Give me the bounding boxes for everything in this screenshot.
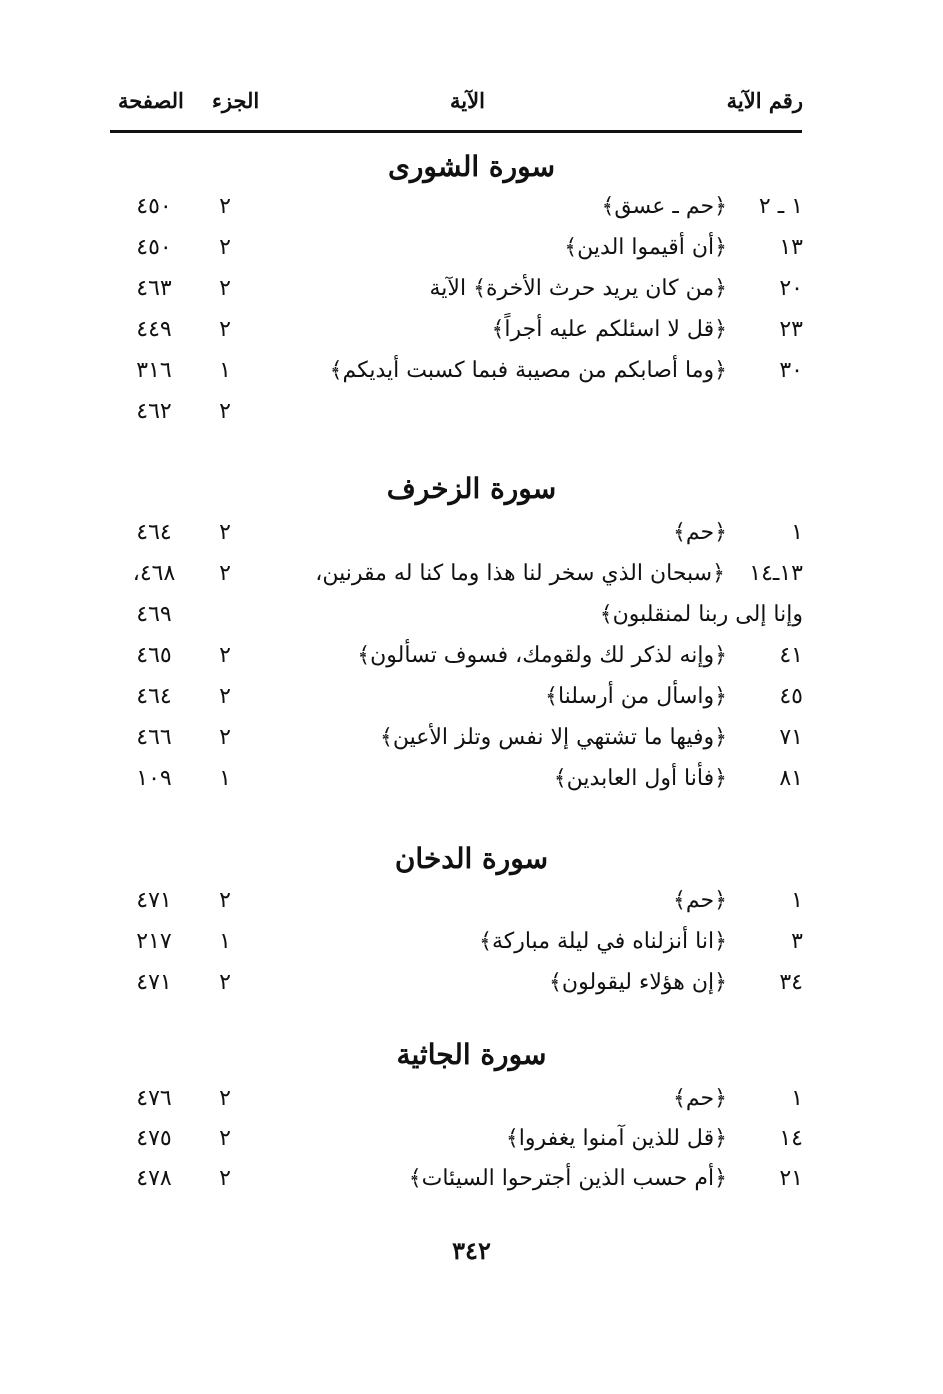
- page-number: ١٠٩: [136, 766, 172, 791]
- ayah-number: ٢٣: [779, 317, 803, 342]
- juz-number: ٢: [219, 1086, 231, 1111]
- juz-number: ٢: [219, 1126, 231, 1151]
- juz-number: ٢: [219, 1166, 231, 1191]
- ayah-text: ﴿أم حسب الذين أجترحوا السيئات﴾: [408, 1166, 727, 1191]
- page-number: ٤٧٨: [136, 1166, 172, 1191]
- page-number: ٤٦٤: [136, 684, 172, 709]
- juz-number: ١: [219, 358, 231, 383]
- table-row: [0, 1126, 943, 1164]
- ayah-text: ﴿واسأل من أرسلنا﴾: [545, 684, 727, 709]
- table-row: [0, 235, 943, 273]
- page-number: ٤٧١: [136, 970, 172, 995]
- juz-number: ١: [219, 766, 231, 791]
- page-number: ٤٦٥: [136, 643, 172, 668]
- juz-number: ٢: [219, 970, 231, 995]
- page-number: ٣١٦: [136, 358, 172, 383]
- table-row: [0, 684, 943, 722]
- ayah-text: ﴿حم﴾: [672, 520, 727, 545]
- page-number: ٤٥٠: [136, 235, 172, 260]
- header-ayah: الآية: [450, 88, 485, 113]
- juz-number: ٢: [219, 684, 231, 709]
- page-number: ٤٧٦: [136, 1086, 172, 1111]
- table-row: [0, 276, 943, 314]
- surah-title: سورة الشورى: [387, 150, 556, 183]
- ayah-number: ٨١: [779, 766, 803, 791]
- table-row: [0, 194, 943, 232]
- page-footer-number: ٣٤٢: [452, 1236, 491, 1265]
- ayah-number: ١ ـ ٢: [758, 194, 803, 219]
- ayah-text: ﴿وإنه لذكر لك ولقومك، فسوف تسألون﴾: [357, 643, 727, 668]
- ayah-text: ﴿وما أصابكم من مصيبة فبما كسبت أيديكم﴾: [329, 358, 727, 383]
- ayah-number: ١: [791, 520, 803, 545]
- juz-number: ٢: [219, 520, 231, 545]
- surah-title: سورة الدخان: [394, 842, 549, 875]
- juz-number: ١: [219, 929, 231, 954]
- header-juz: الجزء: [212, 88, 260, 113]
- surah-title: سورة الجاثية: [396, 1038, 547, 1071]
- juz-number: ٢: [219, 888, 231, 913]
- juz-number: ٢: [219, 276, 231, 301]
- table-row: [0, 520, 943, 558]
- ayah-text: ﴿وفيها ما تشتهي إلا نفس وتلز الأعين﴾: [379, 725, 727, 750]
- page-number: ٤٦٤: [136, 520, 172, 545]
- table-row: [0, 1086, 943, 1124]
- page-number: ٤٧٥: [136, 1126, 172, 1151]
- ayah-text: ﴿سبحان الذي سخر لنا هذا وما كنا له مقرنين،: [315, 561, 725, 586]
- juz-number: ٢: [219, 725, 231, 750]
- table-row: [0, 358, 943, 396]
- ayah-number: ١: [791, 1086, 803, 1111]
- header-rule: [110, 130, 802, 133]
- juz-number: ٢: [219, 235, 231, 260]
- table-row: [0, 561, 943, 599]
- ayah-text: ﴿حم ـ عسق﴾: [601, 194, 727, 219]
- page-number: ٢١٧: [136, 929, 172, 954]
- ayah-number: ٣: [791, 929, 803, 954]
- header-page: الصفحة: [118, 88, 184, 113]
- ayah-number: ٢١: [779, 1166, 803, 1191]
- ayah-number: ٧١: [779, 725, 803, 750]
- ayah-text: ﴿أن أقيموا الدين﴾: [564, 235, 727, 260]
- ayah-text: ﴿انا أنزلناه في ليلة مباركة﴾: [479, 929, 727, 954]
- table-row: [0, 643, 943, 681]
- page-number: ٤٦٣: [136, 276, 172, 301]
- juz-number: ٢: [219, 317, 231, 342]
- surah-title: سورة الزخرف: [386, 472, 557, 505]
- page-number: ٤٧١: [136, 888, 172, 913]
- ayah-text: ﴿قل لا اسئلكم عليه أجراً﴾: [491, 317, 727, 342]
- ayah-text: ﴿حم﴾: [672, 1086, 727, 1111]
- table-row: [0, 929, 943, 967]
- page-number: ٤٥٠: [136, 194, 172, 219]
- ayah-text: ﴿فأنا أول العابدين﴾: [553, 766, 727, 791]
- page-number: ٤٦٦: [136, 725, 172, 750]
- ayah-text: ﴿من كان يريد حرث الأخرة﴾ الآية: [429, 276, 727, 301]
- ayah-text: ﴿إن هؤلاء ليقولون﴾: [549, 970, 727, 995]
- table-row: [0, 317, 943, 355]
- table-row: [0, 1166, 943, 1204]
- ayah-number: ٤٥: [779, 684, 803, 709]
- page-number: ٤٦٩: [136, 602, 172, 627]
- ayah-text: وإنا إلى ربنا لمنقلبون﴾: [599, 602, 803, 627]
- ayah-number: ٣٤: [779, 970, 803, 995]
- ayah-number: ١٤: [779, 1126, 803, 1151]
- ayah-number: ٢٠: [779, 276, 803, 301]
- table-row: [0, 399, 943, 437]
- ayah-number: ١٣: [779, 235, 803, 260]
- header-ayah-number: رقم الآية: [726, 88, 803, 113]
- ayah-number: ١٣ـ١٤: [749, 561, 803, 586]
- ayah-number: ١: [791, 888, 803, 913]
- ayah-text: ﴿قل للذين آمنوا يغفروا﴾: [505, 1126, 727, 1151]
- juz-number: ٢: [219, 561, 231, 586]
- page-number: ٤٤٩: [136, 317, 172, 342]
- table-row: [0, 766, 943, 804]
- page-number: ٤٦٢: [136, 399, 172, 424]
- ayah-number: ٣٠: [779, 358, 803, 383]
- page-number: ٤٦٨،: [132, 561, 176, 586]
- table-row: [0, 725, 943, 763]
- juz-number: ٢: [219, 399, 231, 424]
- juz-number: ٢: [219, 194, 231, 219]
- table-row: [0, 970, 943, 1008]
- table-row: [0, 888, 943, 926]
- ayah-number: ٤١: [779, 643, 803, 668]
- table-row: [0, 602, 943, 640]
- juz-number: ٢: [219, 643, 231, 668]
- ayah-text: ﴿حم﴾: [672, 888, 727, 913]
